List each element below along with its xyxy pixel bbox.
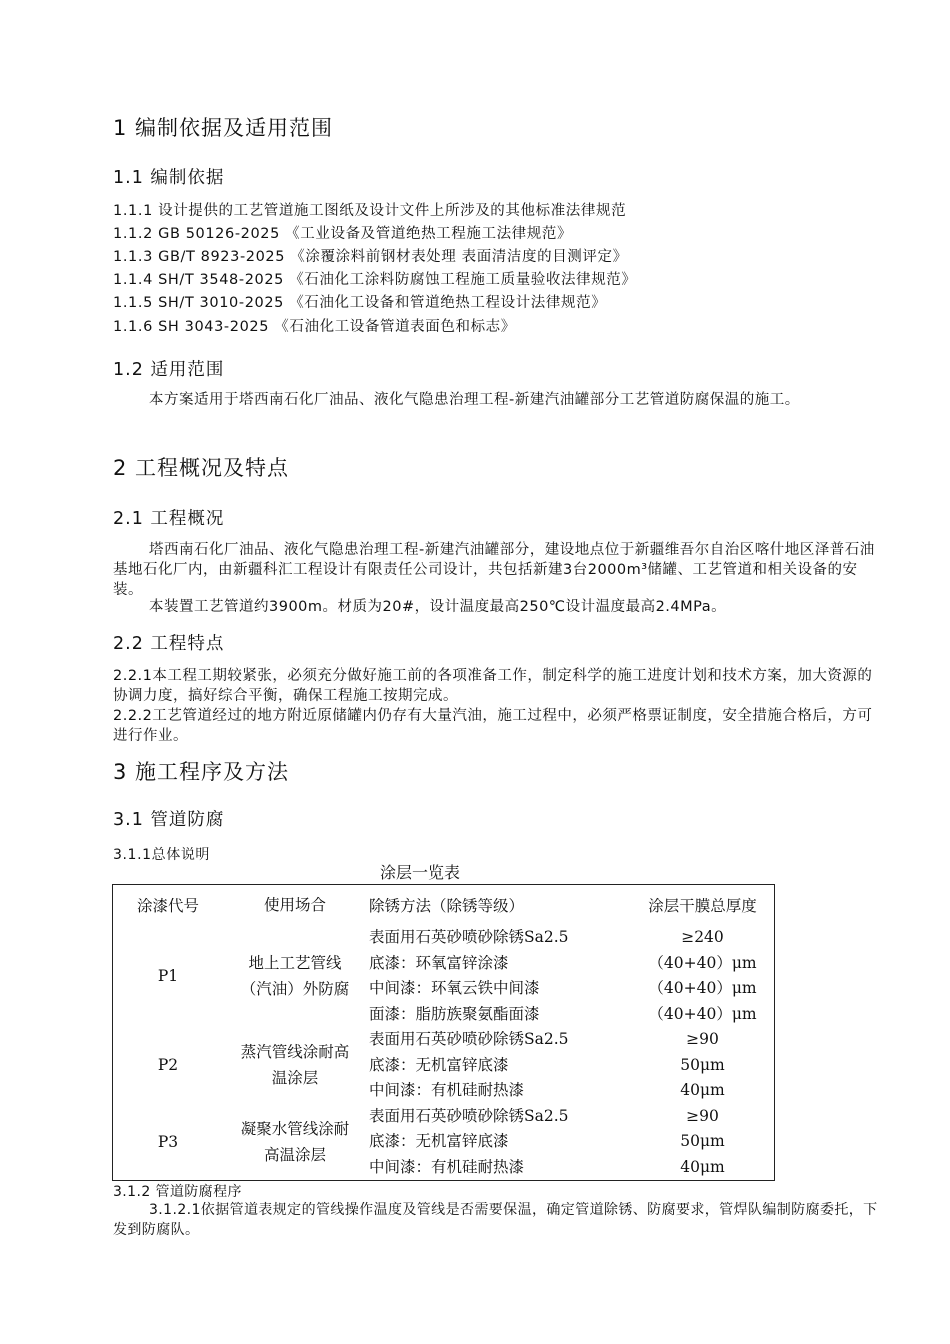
thickness-line: （40+40）μm: [648, 1004, 757, 1023]
method-line: 中间漆：有机硅耐热漆: [369, 1081, 525, 1099]
table-row: [113, 1104, 775, 1181]
table-caption: 涂层一览表: [380, 863, 461, 882]
usage-cell: [223, 1027, 367, 1104]
method-line: 中间漆：环氧云铁中间漆: [369, 979, 540, 997]
thickness-line: （40+40）μm: [648, 953, 757, 972]
table-header-row: [113, 885, 775, 926]
reference-item: 1.1.6 SH 3043-2025 《石油化工设备管道表面色和标志》: [113, 319, 516, 335]
usage-line: 凝聚水管线涂耐: [240, 1119, 350, 1138]
table-row: [113, 1027, 775, 1104]
reference-item: 1.1.5 SH/T 3010-2025 《石油化工设备和管道绝热工程设计法律规范》: [113, 295, 607, 311]
method-line: 表面用石英砂喷砂除锈Sa2.5: [369, 1030, 569, 1048]
procedure-paragraph: 3.1.2.1依据管道表规定的管线操作温度及管线是否需要保温，确定管道除锈、防腐要求，管焊队编制防腐委托，下发到防腐队。: [113, 1202, 878, 1238]
thickness-line: ≥90: [686, 1106, 719, 1125]
usage-cell: [223, 1104, 367, 1181]
overview-paragraph-2: 本装置工艺管道约3900m。材质为20#，设计温度最高250℃设计温度最高2.4MPa。: [149, 599, 727, 615]
heading-section-2: 2 工程概况及特点: [113, 456, 290, 480]
heading-3-1-1: 3.1.1总体说明: [113, 847, 211, 863]
method-line: 底漆：无机富锌底漆: [369, 1055, 509, 1074]
feature-paragraph: 2.2.1本工程工期较紧张，必须充分做好施工前的各项准备工作，制定科学的施工进度计划和技术方案，加大资源的协调力度，搞好综合平衡，确保工程施工按期完成。: [113, 668, 873, 704]
thickness-line: 40μm: [680, 1081, 725, 1099]
coating-code: P3: [157, 1132, 179, 1151]
usage-line: 地上工艺管线: [248, 954, 342, 972]
heading-1-1: 1.1 编制依据: [113, 168, 225, 188]
thickness-cell: [631, 1027, 775, 1104]
method-cell: [367, 1027, 631, 1104]
thickness-cell: [631, 1104, 775, 1181]
reference-item: 1.1.4 SH/T 3548-2025 《石油化工涂料防腐蚀工程施工质量验收法律规范》: [113, 272, 637, 288]
heading-section-3: 3 施工程序及方法: [113, 760, 290, 784]
reference-item: 1.1.3 GB/T 8923-2025 《涂覆涂料前钢材表处理 表面清洁度的目测评定》: [113, 249, 628, 265]
heading-2-1: 2.1 工程概况: [113, 509, 225, 529]
usage-line: （汽油）外防腐: [240, 980, 350, 998]
heading-2-2: 2.2 工程特点: [113, 634, 225, 654]
column-header: 涂层干膜总厚度: [648, 897, 757, 915]
method-cell: [367, 1104, 631, 1181]
thickness-line: 50μm: [680, 1055, 725, 1074]
coating-code: P2: [157, 1056, 179, 1075]
heading-section-1: 1 编制依据及适用范围: [113, 116, 334, 140]
method-line: 底漆：环氧富锌涂漆: [369, 953, 509, 972]
heading-3-1-2: 3.1.2 管道防腐程序: [113, 1184, 242, 1200]
overview-paragraph: 塔西南石化厂油品、液化气隐患治理工程-新建汽油罐部分，建设地点位于新疆维吾尔自治区喀什地区泽普石油基地石化厂内，由新疆科汇工程设计有限责任公司设计，共包括新建3台2000m³储罐、工艺管道和相关设备的安装。: [113, 542, 875, 598]
table-row: [113, 925, 775, 1027]
thickness-line: ≥90: [686, 1030, 719, 1048]
column-header: 使用场合: [263, 896, 326, 914]
usage-line: 蒸汽管线涂耐高: [240, 1043, 350, 1062]
method-cell: [367, 925, 631, 1027]
heading-3-1: 3.1 管道防腐: [113, 810, 225, 830]
thickness-cell: [631, 925, 775, 1027]
thickness-line: 50μm: [680, 1132, 725, 1150]
thickness-line: （40+40）μm: [648, 979, 757, 997]
method-line: 面漆：脂肪族聚氨酯面漆: [369, 1004, 540, 1023]
feature-paragraph-2: 2.2.2工艺管道经过的地方附近原储罐内仍存有大量汽油，施工过程中，必须严格票证制度，安全措施合格后，方可进行作业。: [113, 708, 873, 744]
usage-line: 温涂层: [271, 1069, 319, 1088]
coating-table: [112, 884, 775, 1181]
usage-cell: [223, 925, 367, 1027]
reference-item: 1.1.2 GB 50126-2025 《工业设备及管道绝热工程施工法律规范》: [113, 226, 573, 242]
usage-line: 高温涂层: [263, 1145, 326, 1164]
column-header: 涂漆代号: [136, 897, 199, 915]
method-line: 表面用石英砂喷砂除锈Sa2.5: [369, 1106, 569, 1125]
method-line: 底漆：无机富锌底漆: [369, 1132, 509, 1150]
column-header: 除锈方法（除锈等级）: [369, 897, 525, 915]
method-line: 中间漆：有机硅耐热漆: [369, 1157, 525, 1176]
thickness-line: ≥240: [681, 928, 724, 946]
method-line: 表面用石英砂喷砂除锈Sa2.5: [369, 928, 569, 946]
heading-1-2: 1.2 适用范围: [113, 360, 225, 380]
reference-item: 1.1.1 设计提供的工艺管道施工图纸及设计文件上所涉及的其他标准法律规范: [113, 203, 627, 219]
thickness-line: 40μm: [680, 1157, 725, 1176]
coating-code: P1: [157, 967, 179, 985]
scope-paragraph: 本方案适用于塔西南石化厂油品、液化气隐患治理工程-新建汽油罐部分工艺管道防腐保温的施工。: [149, 392, 800, 408]
